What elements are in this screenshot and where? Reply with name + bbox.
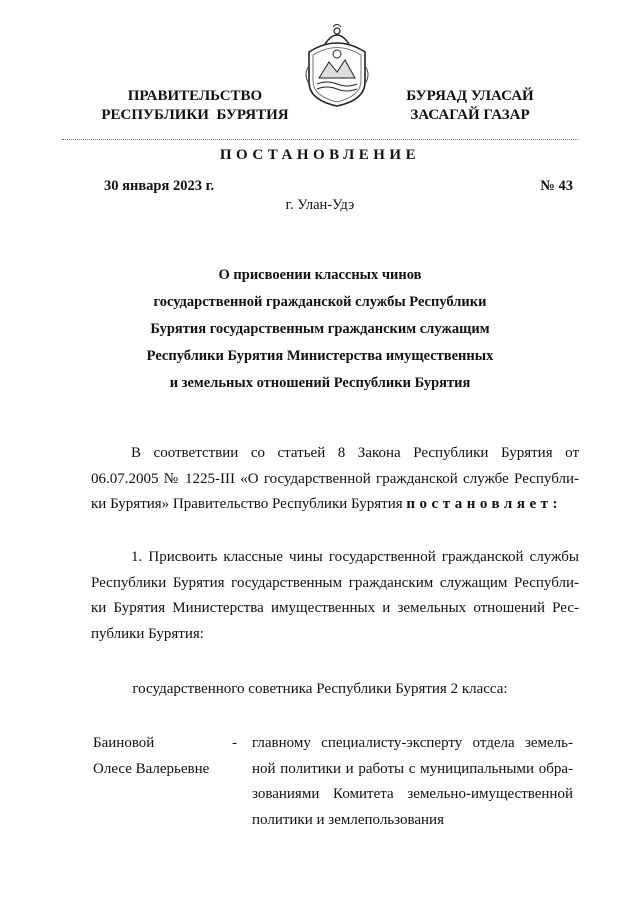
preamble-paragraph	[91, 441, 579, 518]
preamble-text: ки Бурятия» Правительство Республики Бурятия	[91, 496, 407, 512]
title-line: государственной гражданской службы Республики	[153, 294, 487, 310]
position-line: главному специалисту-эксперту отдела земель-	[252, 735, 573, 751]
item-1-line: публики Бурятия:	[91, 625, 204, 642]
document-date: 30 января 2023 г.	[104, 178, 215, 194]
appointee-surname: Баиновой	[93, 735, 155, 751]
item-1-line: 1. Присвоить классные чины государственной гражданской службы	[131, 549, 579, 565]
appointee-dash: -	[232, 735, 237, 751]
header-divider	[62, 139, 578, 140]
rank-heading: государственного советника Республики Бурятия 2 класса:	[132, 681, 508, 697]
appointee-position	[252, 731, 573, 833]
resolves-word: постановляет:	[406, 496, 562, 512]
item-1-line: Республики Бурятия государственным гражданским служащим Республи-	[91, 574, 579, 591]
position-line: политики и землепользования	[252, 811, 444, 828]
appointee-given-name: Олесе Валерьевне	[93, 760, 210, 777]
document-type: ПОСТАНОВЛЕНИЕ	[219, 147, 421, 163]
document-title	[100, 262, 540, 397]
preamble-line: В соответствии со статьей 8 Закона Республики Бурятия от	[131, 445, 579, 461]
title-line: О присвоении классных чинов	[218, 267, 422, 283]
coat-of-arms-icon	[303, 22, 371, 108]
document-number: № 43	[540, 178, 573, 194]
header-right-line: ЗАСАГАЙ ГАЗАР	[410, 107, 530, 123]
position-line: зованиями Комитета земельно-имущественной	[252, 786, 573, 802]
preamble-line: 06.07.2005 № 1225-III «О государственной гражданской службе Республи-	[91, 470, 579, 487]
item-1-line: ки Бурятия Министерства имущественных и земельных отношений Рес-	[91, 600, 579, 616]
document-city: г. Улан-Удэ	[285, 197, 355, 213]
header-right-line: БУРЯАД УЛАСАЙ	[406, 88, 534, 104]
header-left	[85, 87, 305, 125]
header-left-line: ПРАВИТЕЛЬСТВО	[127, 88, 263, 104]
appointee-name	[93, 731, 209, 782]
position-line: ной политики и работы с муниципальными обра-	[252, 760, 573, 777]
title-line: Республики Бурятия Министерства имущественных	[146, 348, 494, 364]
title-line: и земельных отношений Республики Бурятия	[169, 375, 471, 391]
preamble-line	[91, 492, 579, 518]
header-right	[390, 87, 550, 125]
header-left-line: РЕСПУБЛИКИ БУРЯТИЯ	[101, 107, 289, 123]
title-line: Бурятия государственным гражданским служащим	[150, 321, 490, 337]
item-1-paragraph	[91, 545, 579, 647]
